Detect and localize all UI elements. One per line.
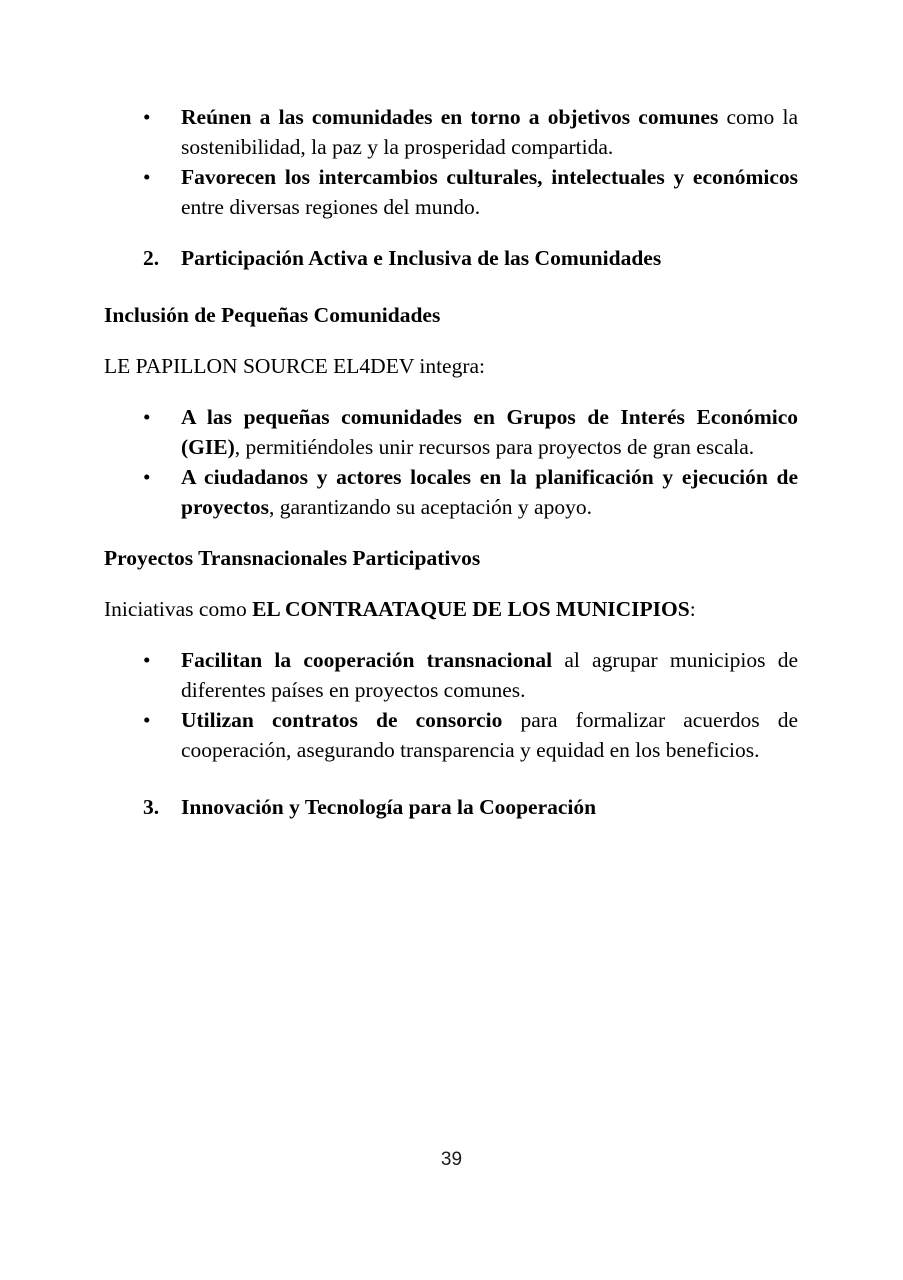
bullet-list-transnacional xyxy=(104,645,798,765)
numbered-heading-group-2 xyxy=(104,243,798,273)
page-content xyxy=(104,102,798,822)
list-item-bold-lead: Utilizan contratos de consorcio xyxy=(181,708,503,732)
intro-paragraph-contraataque xyxy=(104,594,798,624)
list-item xyxy=(104,162,798,222)
spacer xyxy=(104,765,798,792)
list-item xyxy=(104,402,798,462)
list-item-bold-lead: Facilitan la cooperación transnacional xyxy=(181,648,553,672)
spacer xyxy=(104,573,798,594)
numbered-heading-text: Participación Activa e Inclusiva de las Comunidades xyxy=(181,246,662,270)
list-item-bold-lead: A las pequeñas comunidades en Grupos de Interés Económico (GIE) xyxy=(181,405,798,459)
numbered-heading-item xyxy=(104,243,798,273)
spacer xyxy=(104,330,798,351)
list-item xyxy=(104,102,798,162)
bullet-list-inclusion xyxy=(104,402,798,522)
list-item-text: entre diversas regiones del mundo. xyxy=(181,195,481,219)
paragraph-bold-text: EL CONTRAATAQUE DE LOS MUNICIPIOS xyxy=(252,597,690,621)
bullet-icon: • xyxy=(143,165,151,189)
bullet-icon: • xyxy=(143,105,151,129)
list-item-text: como la sostenibilidad, la paz y la prosperidad compartida. xyxy=(181,105,798,159)
section-subheading-proyectos: Proyectos Transnacionales Participativos xyxy=(104,546,481,570)
spacer xyxy=(104,522,798,543)
intro-paragraph-papillon: LE PAPILLON SOURCE EL4DEV integra: xyxy=(104,354,486,378)
list-item-bold-lead: Favorecen los intercambios culturales, intelectuales y económicos xyxy=(181,165,798,189)
bullet-list-benefits xyxy=(104,102,798,222)
list-item xyxy=(104,645,798,705)
spacer xyxy=(104,381,798,402)
list-item-text: al agrupar municipios de diferentes países en proyectos comunes. xyxy=(181,648,798,702)
paragraph-lead-text: Iniciativas como xyxy=(104,597,253,621)
bullet-icon: • xyxy=(143,405,151,429)
list-item xyxy=(104,705,798,765)
spacer xyxy=(104,273,798,300)
numbered-heading-text: Innovación y Tecnología para la Cooperación xyxy=(181,795,597,819)
list-item-bold-lead: Reúnen a las comunidades en torno a objetivos comunes xyxy=(181,105,719,129)
spacer xyxy=(104,222,798,243)
list-item-text: , permitiéndoles unir recursos para proyectos de gran escala. xyxy=(234,435,755,459)
spacer xyxy=(104,624,798,645)
list-item-bold-lead: A ciudadanos y actores locales en la planificación y ejecución de proyectos xyxy=(181,465,798,519)
section-subheading-inclusion: Inclusión de Pequeñas Comunidades xyxy=(104,303,441,327)
numbered-heading-item xyxy=(104,792,798,822)
bullet-icon: • xyxy=(143,465,151,489)
list-item xyxy=(104,462,798,522)
paragraph-tail-text: : xyxy=(689,597,696,621)
bullet-icon: • xyxy=(143,648,151,672)
list-number: 2. xyxy=(143,246,160,270)
list-item-text: para formalizar acuerdos de cooperación, asegurando transparencia y equidad en los beneficios. xyxy=(181,708,798,762)
page-number: 39 xyxy=(440,1149,463,1170)
list-number: 3. xyxy=(143,795,160,819)
bullet-icon: • xyxy=(143,708,151,732)
list-item-text: , garantizando su aceptación y apoyo. xyxy=(268,495,592,519)
numbered-heading-group-3 xyxy=(104,792,798,822)
